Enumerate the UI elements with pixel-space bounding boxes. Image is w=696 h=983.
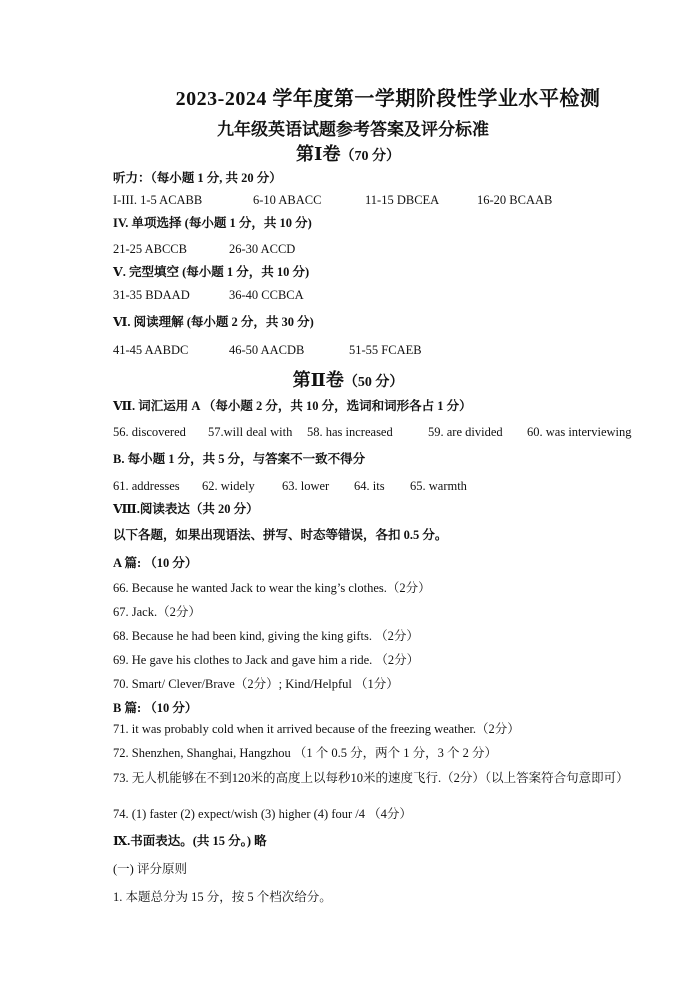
answer-group: 46-50 AACDB <box>229 343 305 357</box>
answer-line: 72. Shenzhen, Shanghai, Hangzhou （1 个 0.5 分，两个 1 分，3 个 2 分） <box>113 746 497 760</box>
answer-line: 68. Because he had been kind, giving the king gifts. （2分） <box>113 629 419 643</box>
answer-group: 11-15 DBCEA <box>365 193 440 207</box>
passage-b-heading: B 篇: （10 分） <box>113 701 198 715</box>
expression-heading: Ⅷ.阅读表达（共 20 分） <box>113 502 259 516</box>
answer-item: 62. widely <box>202 479 255 493</box>
vocab-b-answers <box>113 478 467 494</box>
part2-label: 第Ⅱ卷 <box>292 370 344 390</box>
answer-item: 56. discovered <box>113 425 186 439</box>
reading-answers <box>113 342 422 358</box>
answer-line: 74. (1) faster (2) expect/wish (3) higher (4) four /4 （4分） <box>113 807 412 821</box>
expression-note: 以下各题，如果出现语法、拼写、时态等错误，各扣 0.5 分。 <box>113 528 448 542</box>
part2-points: （50 分） <box>343 375 404 390</box>
passage-a-heading: A 篇: （10 分） <box>113 556 198 570</box>
answer-group: 16-20 BCAAB <box>477 193 553 207</box>
document-title: 2023-2024 学年度第一学期阶段性学业水平检测 <box>175 88 601 110</box>
answer-group: 6-10 ABACC <box>253 193 322 207</box>
part2-heading <box>0 366 696 392</box>
answer-item: 63. lower <box>282 479 330 493</box>
listening-answers <box>113 192 552 208</box>
answer-item: 61. addresses <box>113 479 180 493</box>
answer-group: 36-40 CCBCA <box>229 288 304 302</box>
single-choice-answers <box>113 241 295 257</box>
answer-item: 65. warmth <box>410 479 467 493</box>
cloze-heading: Ⅴ. 完型填空 (每小题 1 分，共 10 分) <box>113 265 310 279</box>
answer-line: 70. Smart/ Clever/Brave（2分）; Kind/Helpful （1分） <box>113 677 399 691</box>
answer-line: 69. He gave his clothes to Jack and gave him a ride. （2分） <box>113 653 420 667</box>
writing-heading: Ⅸ.书面表达。(共 15 分。) 略 <box>113 834 267 848</box>
answer-item: 57.will deal with <box>208 425 293 439</box>
answer-group: 26-30 ACCD <box>229 242 296 256</box>
answer-group: 51-55 FCAEB <box>349 343 422 357</box>
answer-group: 41-45 AABDC <box>113 343 189 357</box>
answer-line: 67. Jack.（2分） <box>113 605 201 619</box>
answer-item: 58. has increased <box>307 425 393 439</box>
listening-heading: 听力：（每小题 1 分, 共 20 分） <box>113 171 282 185</box>
answer-line: 71. it was probably cold when it arrived because of the freezing weather.（2分） <box>113 722 520 736</box>
answer-group: I-III. 1-5 ACABB <box>113 193 203 207</box>
part1-heading <box>0 140 696 166</box>
answer-item: 59. are divided <box>428 425 503 439</box>
part1-label: 第Ⅰ卷 <box>296 144 341 164</box>
single-choice-heading: IV. 单项选择 (每小题 1 分，共 10 分) <box>113 216 312 230</box>
vocab-b-heading: B. 每小题 1 分，共 5 分，与答案不一致不得分 <box>113 452 366 466</box>
scoring-rule: 1. 本题总分为 15 分，按 5 个档次给分。 <box>113 890 332 904</box>
answer-group: 21-25 ABCCB <box>113 242 187 256</box>
answer-line: 66. Because he wanted Jack to wear the king’s clothes.（2分） <box>113 581 431 595</box>
scoring-principle: (一) 评分原则 <box>113 862 187 876</box>
answer-line: 73. 无人机能够在不到120米的高度上以每秒10米的速度飞行.（2分）（以上答案符合句意即可） <box>113 771 629 785</box>
document-subtitle: 九年级英语试题参考答案及评分标准 <box>217 120 489 139</box>
answer-item: 64. its <box>354 479 385 493</box>
answer-item: 60. was interviewing <box>527 425 632 439</box>
part1-points: （70 分） <box>340 149 400 164</box>
vocab-a-heading: Ⅶ. 词汇运用 A （每小题 2 分，共 10 分，选词和词形各占 1 分） <box>113 399 472 413</box>
answer-group: 31-35 BDAAD <box>113 288 190 302</box>
reading-heading: Ⅵ. 阅读理解 (每小题 2 分，共 30 分) <box>113 315 314 329</box>
cloze-answers <box>113 287 304 303</box>
vocab-a-answers <box>113 424 632 440</box>
